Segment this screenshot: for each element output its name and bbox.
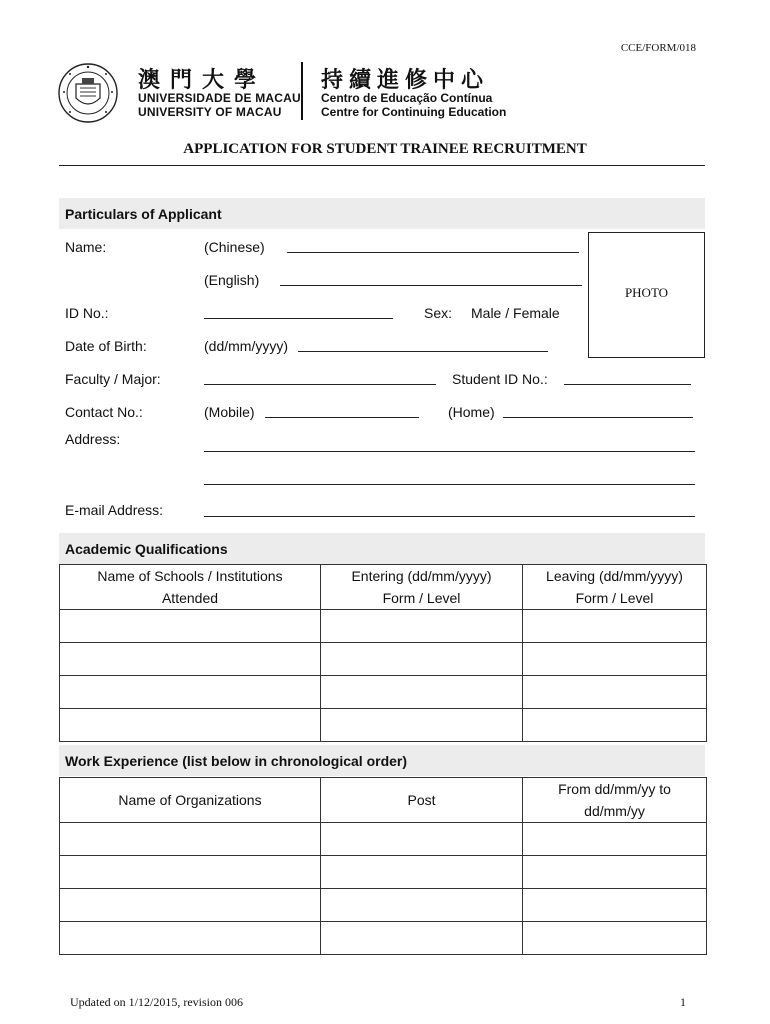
centre-name-portuguese: Centro de Educação Contínua: [321, 91, 493, 105]
table-header-row: [60, 778, 707, 823]
table-row: [60, 856, 707, 889]
table-row: [60, 610, 707, 643]
table-cell[interactable]: [321, 823, 523, 856]
page-number: 1: [680, 995, 686, 1009]
dob-format: (dd/mm/yyyy): [204, 338, 288, 354]
table-cell[interactable]: [523, 643, 707, 676]
form-code: CCE/FORM/018: [620, 42, 696, 54]
mobile-field[interactable]: [265, 417, 419, 418]
sex-label: Sex:: [424, 305, 453, 321]
table-cell[interactable]: [60, 856, 321, 889]
photo-label: PHOTO: [624, 285, 669, 300]
id-label: ID No.:: [65, 305, 109, 321]
university-name-portuguese: UNIVERSIDADE DE MACAU: [138, 91, 301, 105]
english-name-field[interactable]: [280, 285, 582, 286]
table-row: [60, 643, 707, 676]
university-name-english: UNIVERSITY OF MACAU: [138, 105, 282, 119]
table-row: [60, 922, 707, 955]
section-work-experience: [59, 745, 705, 776]
centre-name-english: Centre for Continuing Education: [321, 105, 507, 119]
section-particulars: [59, 198, 705, 229]
mobile-label: (Mobile): [204, 404, 255, 420]
table-row: [60, 889, 707, 922]
table-cell[interactable]: [60, 643, 321, 676]
table-cell[interactable]: [60, 823, 321, 856]
revision-note: Updated on 1/12/2015, revision 006: [70, 995, 243, 1009]
column-header: Name of Schools / Institutions Attended: [60, 565, 321, 610]
table-cell[interactable]: [321, 643, 523, 676]
id-field[interactable]: [204, 318, 393, 319]
column-header: From dd/mm/yy to dd/mm/yy: [523, 778, 707, 823]
section-heading: Work Experience (list below in chronological order): [65, 753, 408, 769]
table-cell[interactable]: [523, 823, 707, 856]
contact-label: Contact No.:: [65, 404, 143, 420]
table-row: [60, 823, 707, 856]
column-header: Name of Organizations: [60, 778, 321, 823]
dob-field[interactable]: [298, 351, 548, 352]
table-cell[interactable]: [60, 922, 321, 955]
university-name-chinese: 澳門大學: [138, 68, 267, 93]
academic-table: [59, 564, 707, 742]
table-header-row: [60, 565, 707, 610]
table-cell[interactable]: [321, 676, 523, 709]
table-cell[interactable]: [321, 922, 523, 955]
centre-name-chinese: 持續進修中心: [321, 68, 490, 93]
column-header: Leaving (dd/mm/yyyy) Form / Level: [523, 565, 707, 610]
table-cell[interactable]: [523, 610, 707, 643]
section-heading: Particulars of Applicant: [65, 206, 222, 222]
table-cell[interactable]: [321, 610, 523, 643]
section-heading: Academic Qualifications: [65, 541, 228, 557]
table-cell[interactable]: [321, 709, 523, 742]
table-cell[interactable]: [523, 676, 707, 709]
header-divider: [301, 62, 303, 120]
table-cell[interactable]: [523, 922, 707, 955]
title-underline: [59, 165, 705, 166]
chinese-name-field[interactable]: [287, 252, 579, 253]
address-field-line-2[interactable]: [204, 484, 695, 485]
table-cell[interactable]: [321, 856, 523, 889]
photo-box[interactable]: [588, 232, 705, 358]
sex-options[interactable]: Male / Female: [471, 305, 560, 321]
student-id-field[interactable]: [564, 384, 691, 385]
email-field[interactable]: [204, 516, 695, 517]
address-label: Address:: [65, 431, 121, 447]
university-crest-icon: [58, 62, 118, 124]
dob-label: Date of Birth:: [65, 338, 147, 354]
table-cell[interactable]: [60, 610, 321, 643]
student-id-label: Student ID No.:: [452, 371, 548, 387]
faculty-field[interactable]: [204, 384, 436, 385]
table-cell[interactable]: [60, 709, 321, 742]
table-cell[interactable]: [321, 889, 523, 922]
column-header: Post: [321, 778, 523, 823]
home-field[interactable]: [503, 417, 693, 418]
english-name-label: (English): [204, 272, 260, 288]
table-cell[interactable]: [523, 709, 707, 742]
faculty-label: Faculty / Major:: [65, 371, 161, 387]
table-cell[interactable]: [523, 856, 707, 889]
chinese-name-label: (Chinese): [204, 239, 265, 255]
name-label: Name:: [65, 239, 107, 255]
work-experience-table: [59, 777, 707, 955]
table-cell[interactable]: [60, 889, 321, 922]
table-cell[interactable]: [523, 889, 707, 922]
table-cell[interactable]: [60, 676, 321, 709]
home-label: (Home): [448, 404, 495, 420]
address-field-line-1[interactable]: [204, 451, 695, 452]
email-label: E-mail Address:: [65, 502, 164, 518]
form-title: APPLICATION FOR STUDENT TRAINEE RECRUITMENT: [183, 141, 587, 157]
table-row: [60, 709, 707, 742]
section-academic: [59, 533, 705, 564]
table-row: [60, 676, 707, 709]
column-header: Entering (dd/mm/yyyy) Form / Level: [321, 565, 523, 610]
